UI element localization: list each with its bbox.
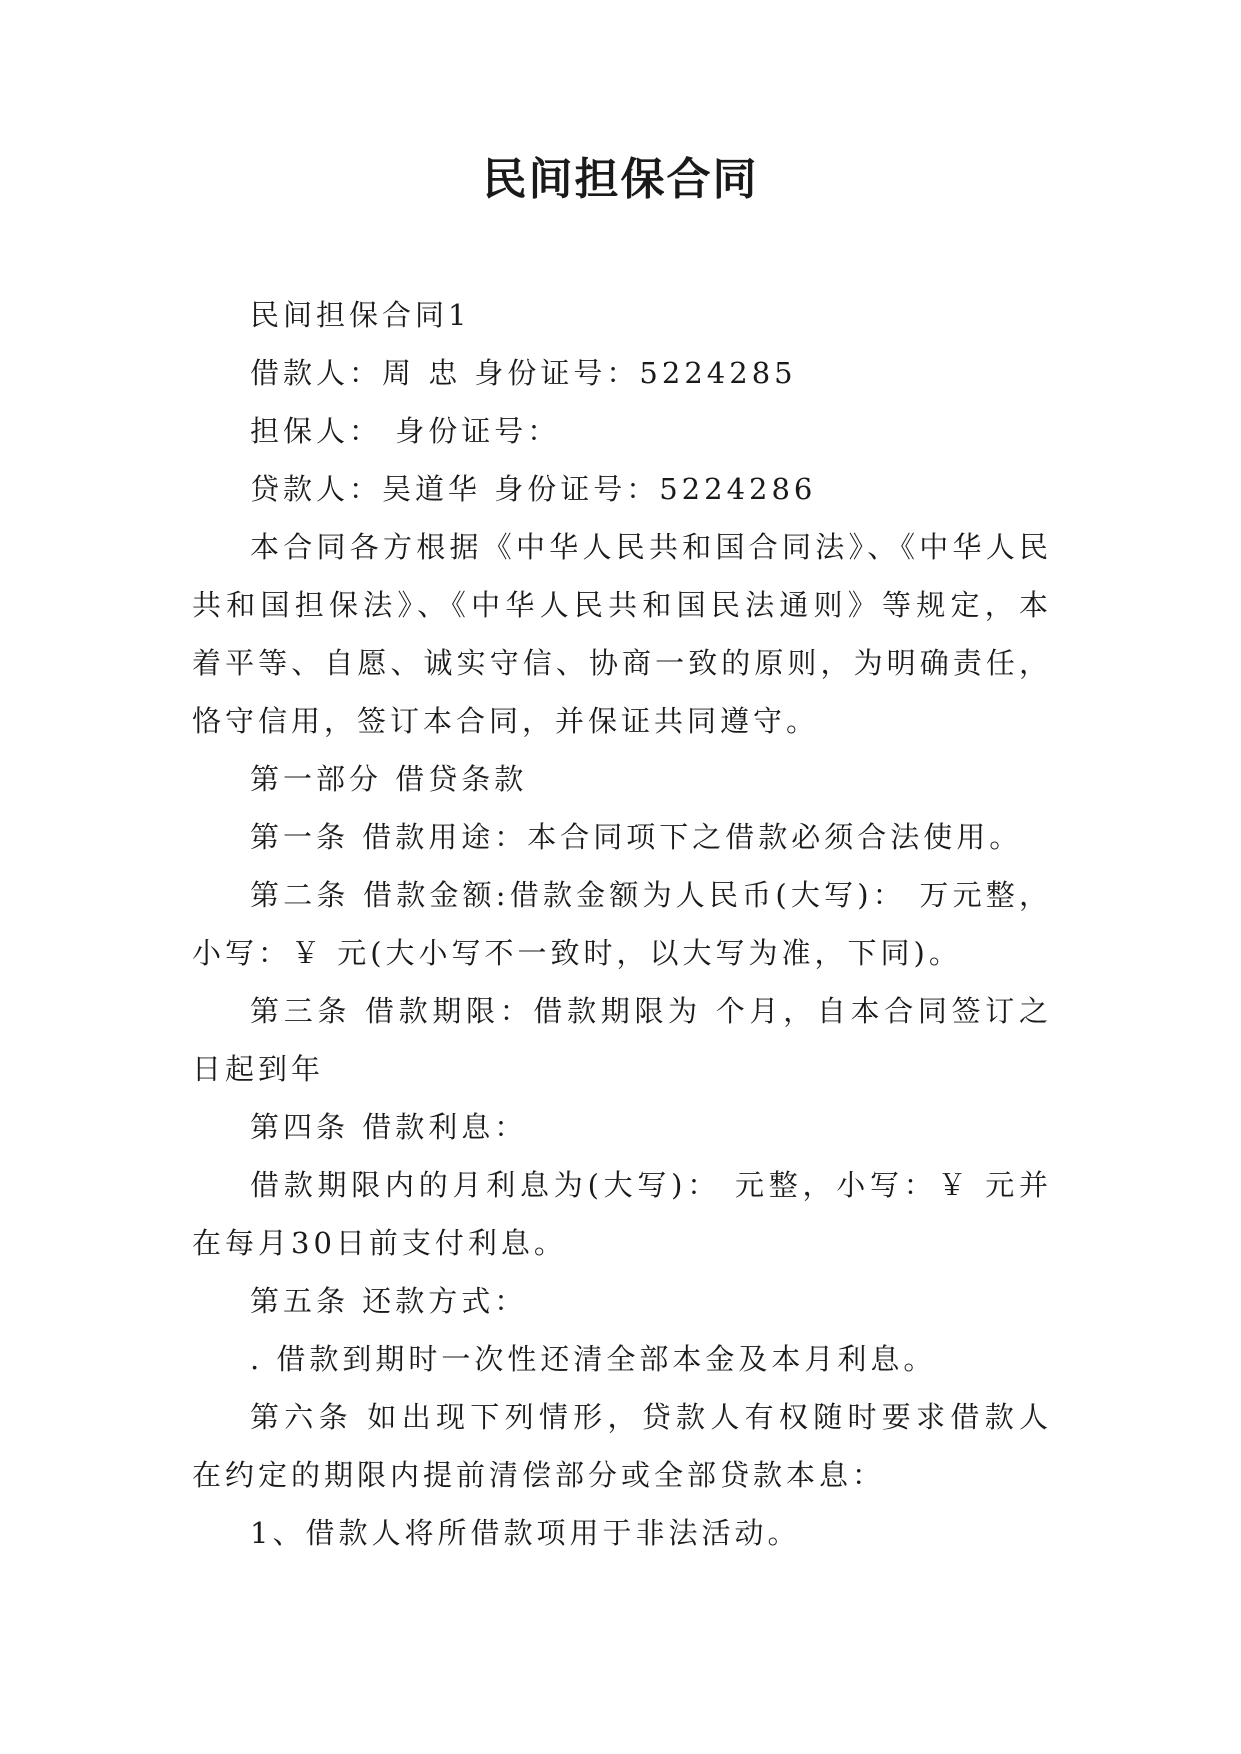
document-title: 民间担保合同	[482, 154, 759, 205]
paragraph-repayment: . 借款到期时一次性还清全部本金及本月利息。	[250, 1342, 937, 1376]
paragraph-article-5: 第五条 还款方式：	[250, 1284, 528, 1318]
paragraph-part-one: 第一部分 借贷条款	[250, 762, 528, 796]
paragraph-borrower: 借款人：周 忠 身份证号：5224285	[250, 356, 797, 390]
paragraph-article-2: 第二条 借款金额:借款金额为人民币(大写)： 万元整，小写：￥ 元(大小写不一致时，以大写为准，下同)。	[192, 878, 1052, 970]
paragraph-lender: 贷款人：吴道华 身份证号：5224286	[250, 472, 817, 506]
document-body	[192, 286, 1052, 1562]
paragraph-interest: 借款期限内的月利息为(大写)： 元整，小写：￥ 元并在每月30日前支付利息。	[192, 1168, 1052, 1260]
paragraph-guarantor: 担保人： 身份证号：	[250, 414, 561, 448]
paragraph-article-4: 第四条 借款利息：	[250, 1110, 528, 1144]
paragraph-article-6: 第六条 如出现下列情形，贷款人有权随时要求借款人在约定的期限内提前清偿部分或全部贷款本息：	[192, 1400, 1052, 1492]
paragraph-article-1: 第一条 借款用途：本合同项下之借款必须合法使用。	[250, 820, 1023, 854]
paragraph-item-1: 1、借款人将所借款项用于非法活动。	[250, 1516, 801, 1550]
paragraph-heading: 民间担保合同1	[250, 298, 471, 332]
paragraph-article-3: 第三条 借款期限：借款期限为 个月，自本合同签订之日起到年	[192, 994, 1052, 1086]
paragraph-preamble: 本合同各方根据《中华人民共和国合同法》、《中华人民共和国担保法》、《中华人民共和国民法通则》等规定，本着平等、自愿、诚实守信、协商一致的原则，为明确责任，恪守信用，签订本合同，并保证共同遵守。	[192, 530, 1052, 738]
